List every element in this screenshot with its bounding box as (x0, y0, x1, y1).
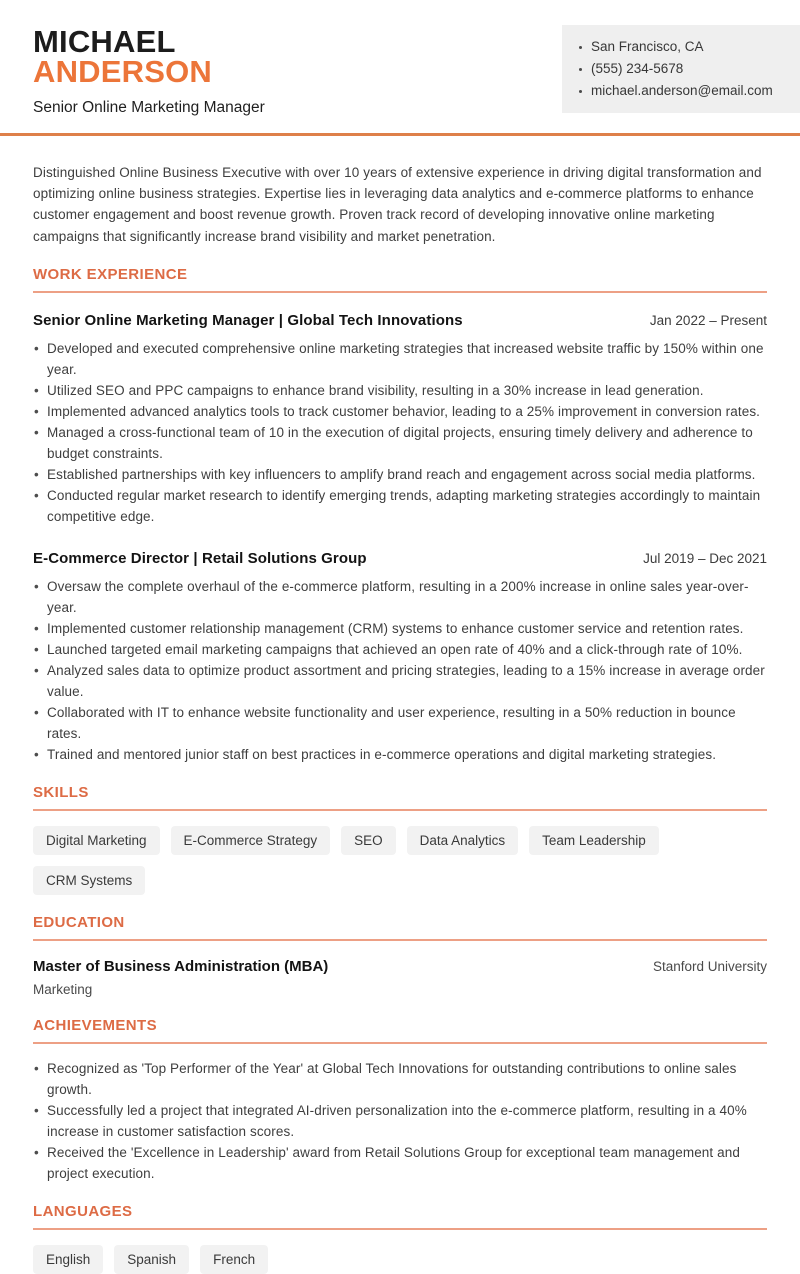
job-bullet: • Developed and executed comprehensive online marketing strategies that increased website traffic by 150% within one year. (33, 338, 767, 380)
contact-email-text: michael.anderson@email.com (591, 83, 773, 98)
language-chip: Spanish (114, 1245, 189, 1274)
skills-chip-row (33, 826, 767, 895)
language-chip: French (200, 1245, 268, 1274)
job-header-row (33, 549, 767, 568)
job-entry (33, 311, 767, 527)
languages-chip-row (33, 1245, 767, 1274)
summary-paragraph: Distinguished Online Business Executive with over 10 years of extensive experience in driving digital transformation and optimizing online business strategies. Expertise lies in leveraging data analytics and e-commerce platforms to enhance customer engagement and boost revenue growth. Proven track record of developing innovative online marketing campaigns that significantly increase brand visibility and market penetration. (33, 165, 762, 244)
contact-email (579, 80, 786, 102)
skill-chip: E-Commerce Strategy (171, 826, 331, 855)
job-bullet: • Implemented advanced analytics tools to track customer behavior, leading to a 25% improvement in conversion rates. (33, 401, 767, 422)
degree-name: Master of Business Administration (MBA) (33, 957, 329, 975)
bullet-icon (579, 90, 582, 93)
contact-location (579, 36, 786, 58)
work-experience-heading: WORK EXPERIENCE (33, 267, 767, 293)
job-bullet: • Established partnerships with key influencers to amplify brand reach and engagement across social media platforms. (33, 464, 767, 485)
education-entry (33, 957, 767, 998)
job-bullet: • Launched targeted email marketing campaigns that achieved an open rate of 40% and a click-through rate of 10%. (33, 639, 767, 660)
skills-heading: SKILLS (33, 785, 767, 811)
job-bullet-list (33, 576, 767, 765)
job-title: E-Commerce Director | Retail Solutions Group (33, 549, 367, 567)
contact-phone-text: (555) 234-5678 (591, 61, 684, 76)
achievement-bullet: • Successfully led a project that integrated AI-driven personalization into the e-commerce platform, resulting in a 40% increase in customer satisfaction scores. (33, 1100, 767, 1142)
language-chip: English (33, 1245, 103, 1274)
job-dates: Jan 2022 – Present (649, 312, 767, 328)
job-title: Senior Online Marketing Manager | Global Tech Innovations (33, 311, 463, 329)
skill-chip: Data Analytics (407, 826, 519, 855)
achievement-bullet: • Received the 'Excellence in Leadership' award from Retail Solutions Group for exceptional team management and project execution. (33, 1142, 767, 1184)
skill-chip: SEO (341, 826, 396, 855)
achievement-bullet: • Recognized as 'Top Performer of the Year' at Global Tech Innovations for outstanding contributions to online sales growth. (33, 1058, 767, 1100)
header-job-title: Senior Online Marketing Manager (33, 99, 265, 116)
contact-phone (579, 58, 786, 80)
job-bullet: • Implemented customer relationship management (CRM) systems to enhance customer service and retention rates. (33, 618, 767, 639)
skill-chip: Team Leadership (529, 826, 659, 855)
field-of-study: Marketing (33, 981, 93, 997)
bullet-icon (579, 46, 582, 49)
skill-chip: CRM Systems (33, 866, 145, 895)
skill-chip: Digital Marketing (33, 826, 160, 855)
resume-content (0, 136, 800, 1274)
job-entry (33, 549, 767, 765)
section-work-experience (33, 267, 767, 765)
job-bullet: • Conducted regular market research to identify emerging trends, adapting marketing strategies accordingly to maintain competitive edge. (33, 485, 767, 527)
section-languages (33, 1204, 767, 1274)
job-bullet: • Utilized SEO and PPC campaigns to enhance brand visibility, resulting in a 30% increase in lead generation. (33, 380, 767, 401)
languages-heading: LANGUAGES (33, 1204, 767, 1230)
job-header-row (33, 311, 767, 330)
resume-header (0, 0, 800, 133)
section-achievements (33, 1018, 767, 1184)
job-bullet-list (33, 338, 767, 527)
education-header-row (33, 957, 767, 976)
job-dates: Jul 2019 – Dec 2021 (643, 550, 767, 566)
first-name: MICHAEL (33, 24, 176, 59)
section-skills (33, 785, 767, 895)
job-bullet: • Managed a cross-functional team of 10 in the execution of digital projects, ensuring timely delivery and adherence to budget constraints. (33, 422, 767, 464)
achievement-list (33, 1058, 767, 1184)
section-education (33, 915, 767, 998)
bullet-icon (579, 68, 582, 71)
achievements-heading: ACHIEVEMENTS (33, 1018, 767, 1044)
job-bullet: • Trained and mentored junior staff on best practices in e-commerce operations and digital marketing strategies. (33, 744, 767, 765)
contact-box (562, 25, 800, 113)
last-name: ANDERSON (33, 54, 213, 89)
education-heading: EDUCATION (33, 915, 767, 941)
job-bullet: • Collaborated with IT to enhance website functionality and user experience, resulting in a 50% reduction in bounce rates. (33, 702, 767, 744)
job-bullet: • Oversaw the complete overhaul of the e-commerce platform, resulting in a 200% increase in online sales year-over-year. (33, 576, 767, 618)
contact-location-text: San Francisco, CA (591, 39, 704, 54)
school-name: Stanford University (652, 958, 767, 974)
job-bullet: • Analyzed sales data to optimize product assortment and pricing strategies, leading to a 15% increase in average order value. (33, 660, 767, 702)
